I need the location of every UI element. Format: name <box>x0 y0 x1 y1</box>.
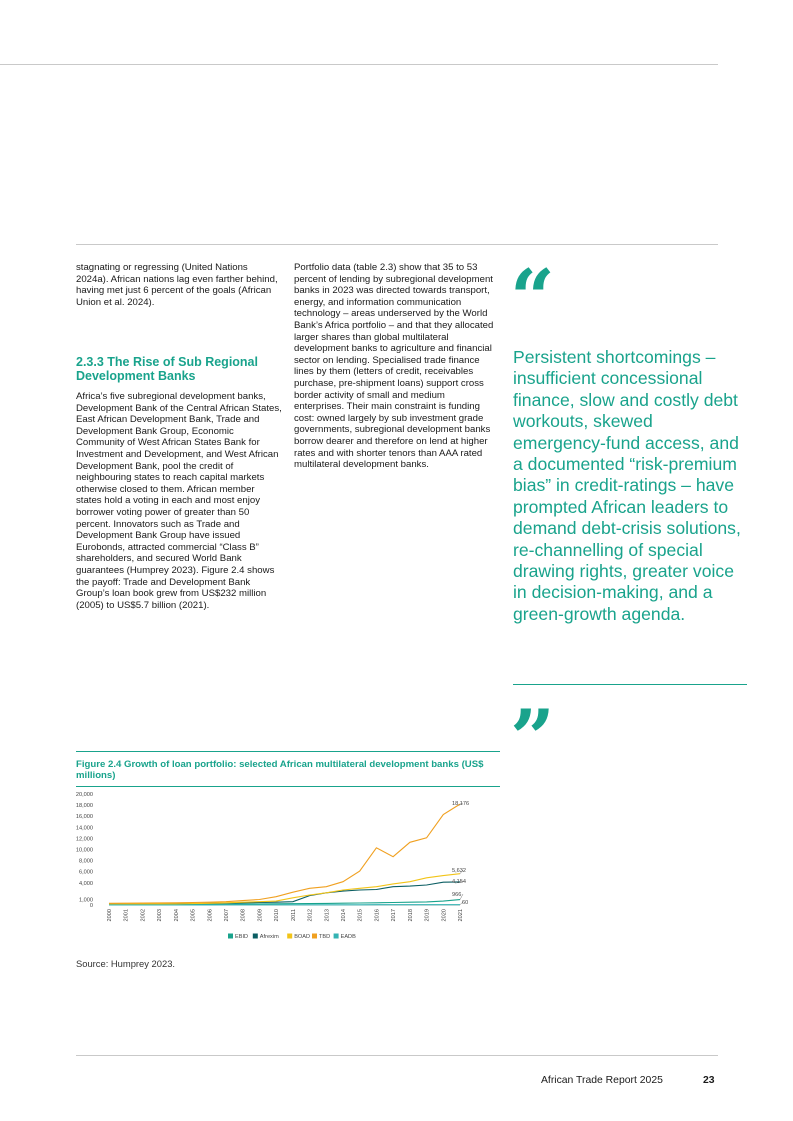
figure-source: Source: Humprey 2023. <box>76 958 176 969</box>
y-tick-label: 1,000 <box>79 897 93 904</box>
legend-label: TBD <box>319 934 331 940</box>
figure-title-rule <box>76 786 500 787</box>
legend-swatch-ebid <box>228 934 233 939</box>
legend-label: EBID <box>235 934 249 940</box>
x-tick-label: 2014 <box>341 909 347 922</box>
x-tick-label: 2011 <box>290 909 297 922</box>
x-tick-label: 2021 <box>458 909 464 922</box>
figure-top-rule <box>76 751 500 752</box>
x-tick-label: 2012 <box>307 909 314 922</box>
end-value-label: 18,176 <box>452 801 470 807</box>
end-value-label: 966 <box>452 892 462 898</box>
left-column-para2 <box>76 391 282 611</box>
legend-label: EADB <box>340 934 356 940</box>
y-tick-label: 4,000 <box>79 880 93 887</box>
close-quote-icon: ” <box>510 693 555 784</box>
y-tick-label: 6,000 <box>79 869 93 876</box>
x-tick-label: 2001 <box>123 909 130 922</box>
section-heading: 2.3.3 The Rise of Sub Regional Development Banks <box>76 355 258 383</box>
x-tick-label: 2006 <box>207 909 214 922</box>
x-tick-label: 2002 <box>140 909 147 922</box>
legend-swatch-tbd <box>312 934 317 939</box>
y-tick-label: 0 <box>89 903 93 909</box>
x-tick-label: 2017 <box>391 909 398 922</box>
pull-quote-text: Persistent shortcomings – insufficient concessional finance, slow and costly debt workouts, skewed emergency-fund access, and a documented “risk-premium bias” in credit-ratings – have prompted African leaders to demand debt-crisis solutions, re-channelling of special drawing rights, greater voice in decision-making, and a green-growth agenda. <box>513 347 741 624</box>
left-para1-text: stagnating or regressing (United Nations 2024a). African nations lag even farther behind, having met just 6 percent of the goals (African Union et al. 2024). <box>76 262 278 308</box>
x-tick-label: 2009 <box>257 909 264 922</box>
x-tick-label: 2016 <box>374 909 381 922</box>
y-tick-label: 8,000 <box>79 858 93 865</box>
left-column-para1 <box>76 262 282 308</box>
series-line-afrexim <box>109 882 460 904</box>
y-tick-label: 16,000 <box>76 814 93 821</box>
middle-column <box>294 262 494 471</box>
x-tick-label: 2020 <box>441 909 448 922</box>
middle-para1-text: Portfolio data (table 2.3) show that 35 to 53 percent of lending by subregional development banks in 2023 was directed towards transport, energy, and information communication technology – areas underserved by the World Bank’s Africa portfolio – and that they allocated larger shares than global multilateral development banks to agriculture and financial sector on lending. Specialised trade finance lines by them (letters of credit, receivables purchase, pre-shipment loans) support cross border activity of small and medium enterprises. Their main constraint is funding cost: owned largely by sub investment grade governments, subregional development banks borrow dearer and therefore on lend at higher rates and with shorter tenors than AAA rated multilateral development banks. <box>294 262 494 471</box>
legend-label: BOAD <box>294 934 311 940</box>
content-top-rule <box>76 244 718 245</box>
y-tick-label: 10,000 <box>76 847 93 854</box>
x-tick-label: 2018 <box>407 909 414 922</box>
x-tick-label: 2004 <box>173 909 180 922</box>
loan-portfolio-chart <box>76 788 500 948</box>
x-tick-label: 2010 <box>274 909 281 922</box>
y-tick-label: 18,000 <box>76 803 93 810</box>
x-tick-label: 2007 <box>224 909 230 922</box>
x-tick-label: 2015 <box>357 909 364 922</box>
end-value-label: 5,632 <box>452 868 466 874</box>
x-tick-label: 2003 <box>157 909 164 922</box>
figure-title: Figure 2.4 Growth of loan portfolio: selected African multilateral development banks (US$ millions) <box>76 759 484 782</box>
legend-swatch-boad <box>287 934 292 939</box>
x-tick-label: 2005 <box>190 909 197 922</box>
end-value-label: 60 <box>462 900 469 906</box>
open-quote-icon: “ <box>510 253 555 344</box>
footer-page-number: 23 <box>703 1075 715 1086</box>
footer-report-title: African Trade Report 2025 <box>541 1075 663 1086</box>
left-para2-text: Africa’s five subregional development banks, Development Bank of the Central African States, East African Development Bank, Trade and Development Bank Group, Economic Community of West African States Bank for Investment and Development, and West African Development Bank, pool the credit of neighbouring states to reach capital markets otherwise closed to them. African member states hold a voting in each and most enjoy borrower voting power of greater than 50 percent. Innovators such as Trade and Development Bank Group have issued Eurobonds, attracted commercial “Class B” shareholders, and secured World Bank guarantees (Humprey 2023). Figure 2.4 shows the payoff: Trade and Development Bank Group’s loan book grew from US$232 million (2005) to US$5.7 billion (2021). <box>76 391 282 611</box>
series-line-boad <box>109 874 460 905</box>
legend-swatch-eadb <box>334 934 339 939</box>
end-value-label: 4,154 <box>452 879 466 885</box>
legend-swatch-afrexim <box>253 934 258 939</box>
legend-label: Afrexim <box>259 934 279 940</box>
series-line-tbd <box>109 804 460 903</box>
footer-rule <box>76 1055 718 1056</box>
x-tick-label: 2019 <box>424 909 431 922</box>
y-tick-label: 12,000 <box>76 836 93 843</box>
x-tick-label: 2008 <box>240 909 247 922</box>
x-tick-label: 2013 <box>324 909 331 922</box>
pull-quote-divider <box>513 684 747 685</box>
y-tick-label: 14,000 <box>76 825 93 832</box>
y-tick-label: 20,000 <box>76 792 93 798</box>
x-tick-label: 2000 <box>107 909 113 922</box>
top-rule <box>0 64 718 65</box>
